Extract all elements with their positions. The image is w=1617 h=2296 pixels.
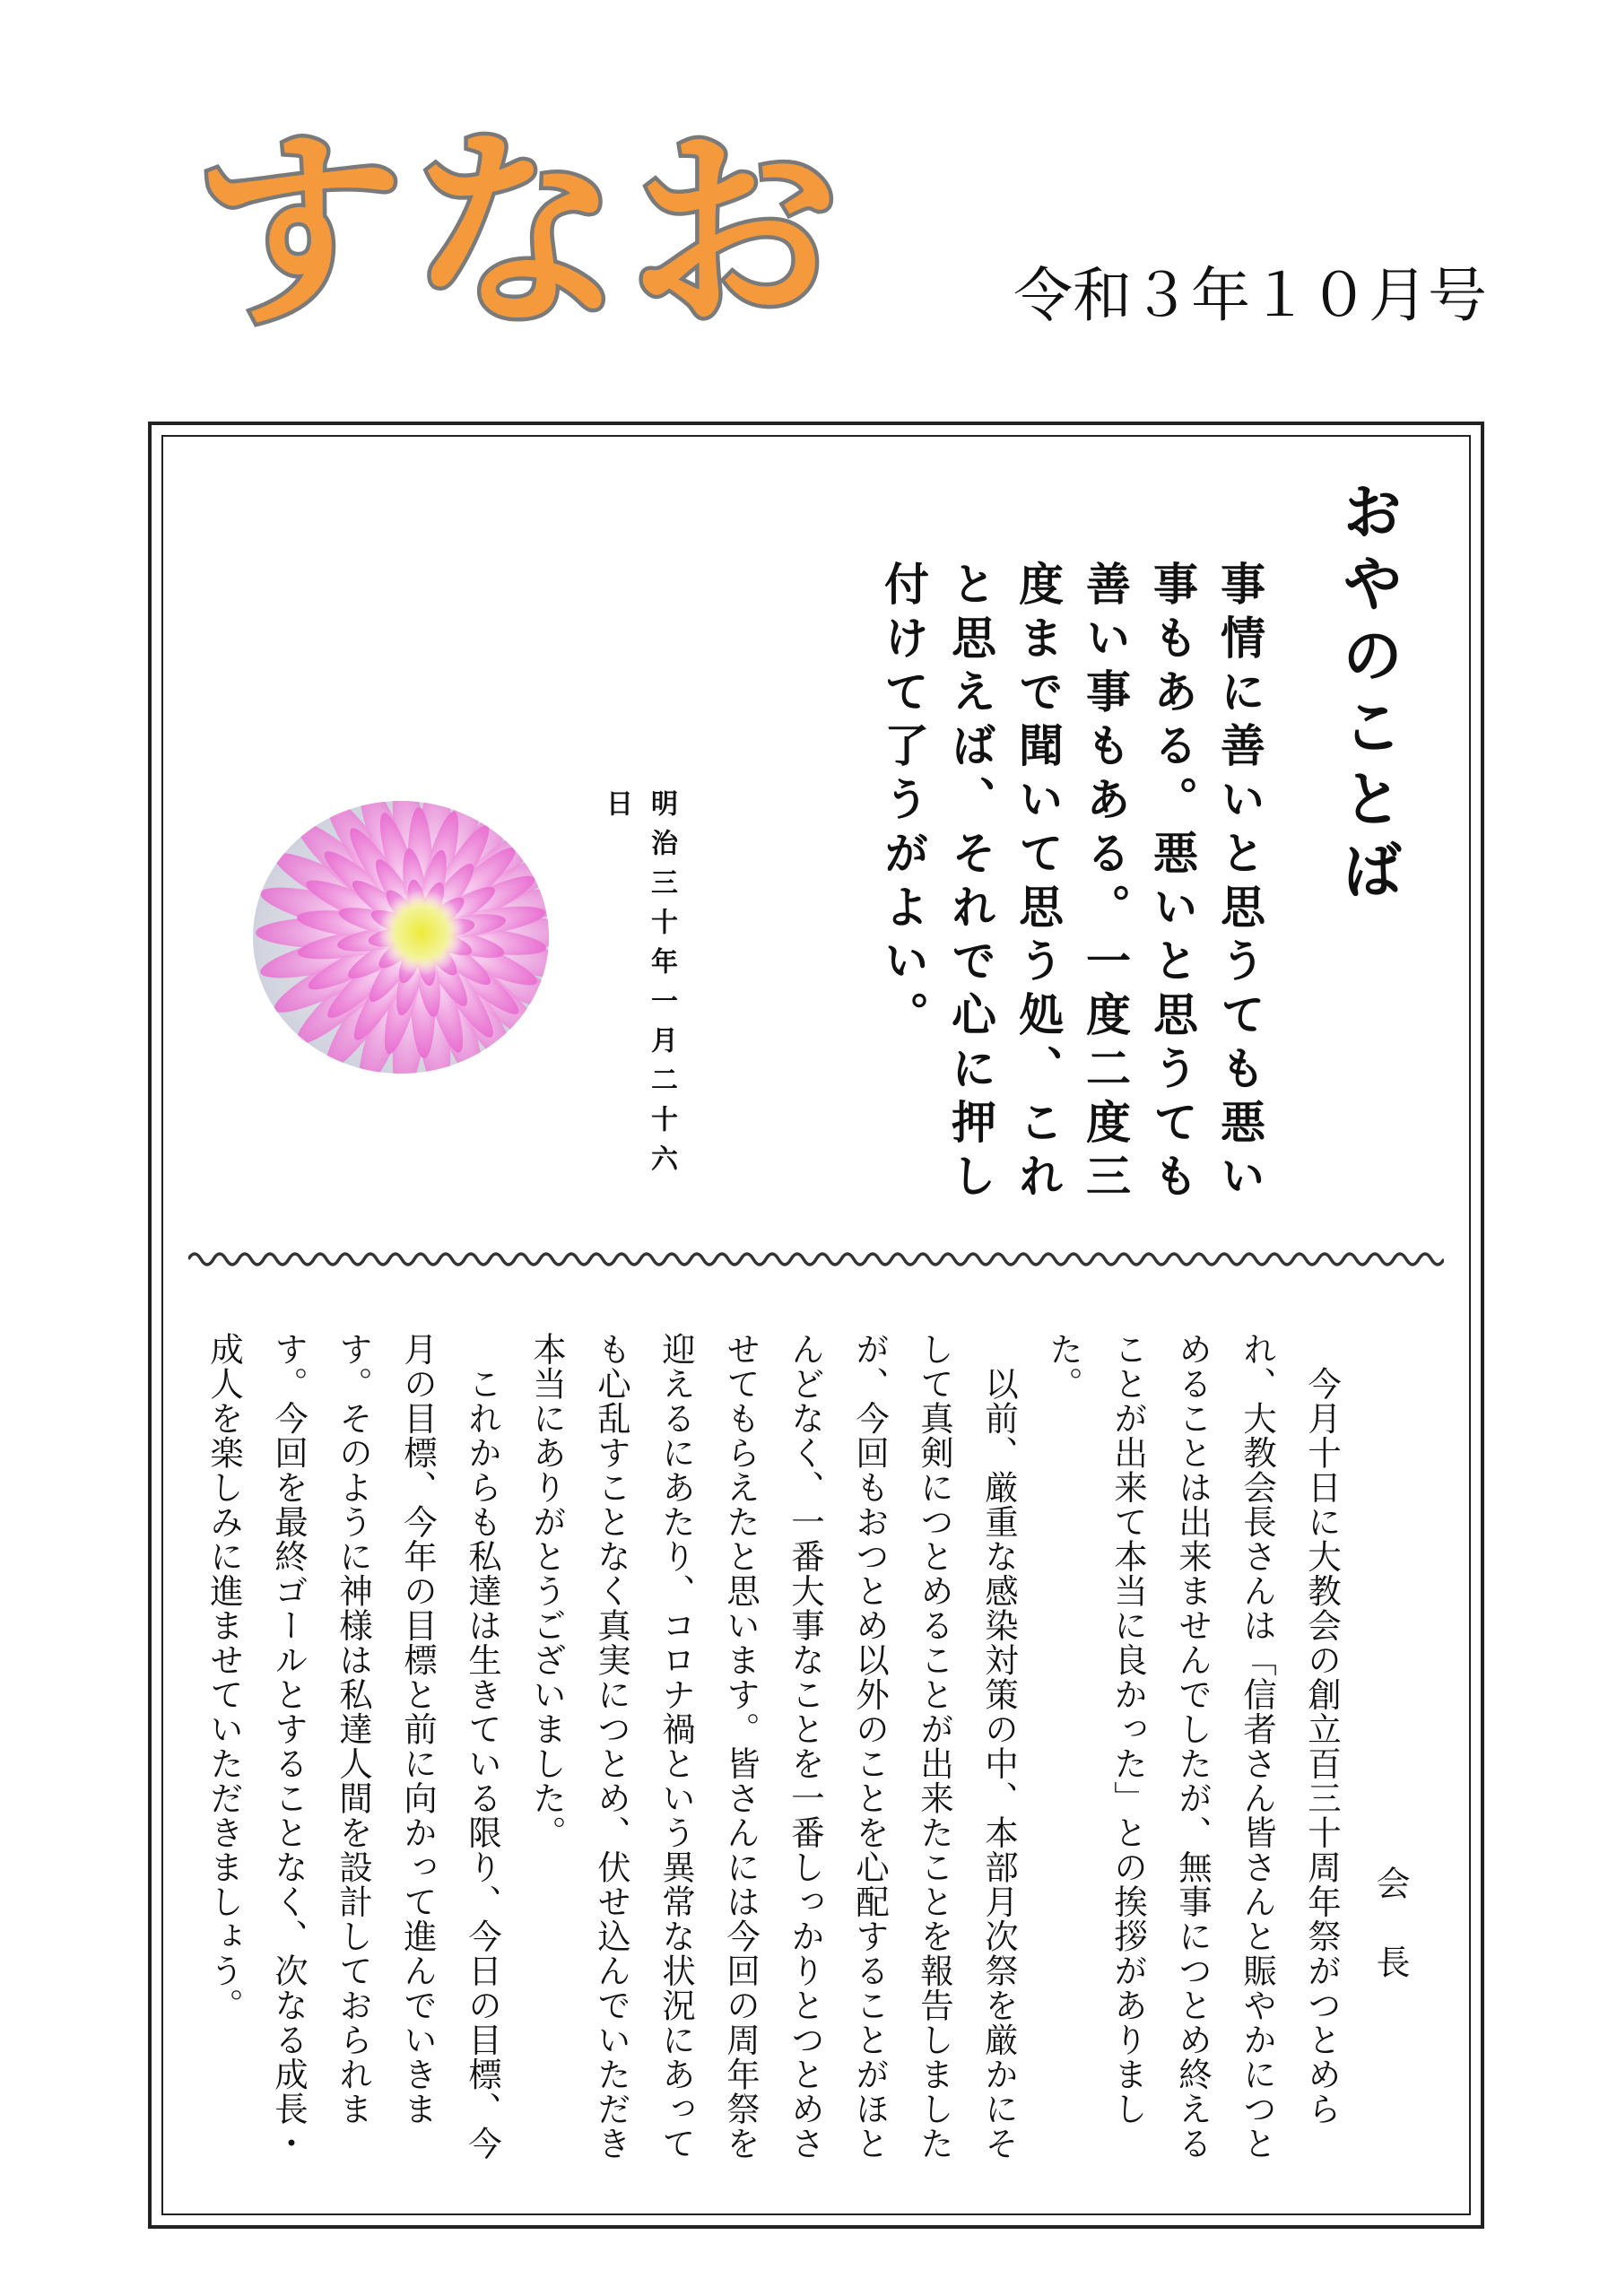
wavy-divider xyxy=(188,1247,1444,1272)
essay-paragraph-2: 以前、厳重な感染対策の中、本部月次祭を厳かにそして真剣につとめることが出来たことを報告しましたが、今回もおつとめ以外のことを心配することがほとんどなく、一番大事なことを一番しっかりとつとめさせてもらえたと思います。皆さんには今回の周年祭を迎えるにあたり、コロナ禍という異常な状況にあっても心乱すことなく真実につとめ、伏せ込んでいただき本当にありがとうございました。 xyxy=(527,1332,1019,2161)
oyakotoba-text: 事情に善いと思うても悪い事もある。悪いと思うても善い事もある。一度二度三度まで聞いて思う処、これと思えば、それで心に押し付けて了うがよい。 xyxy=(877,561,1266,1206)
oyakotoba-date: 明治三十年一月二十六日 xyxy=(601,789,677,1184)
flower-photo xyxy=(251,798,552,1076)
oyakotoba-heading: おやのことば xyxy=(1332,480,1404,910)
essay-body xyxy=(206,1332,1354,2175)
essay-paragraph-1: 今月十日に大教会の創立百三十周年祭がつとめられ、大教会長さんは「信者さん皆さんと賑やかにつとめることは出来ませんでしたが、無事につとめ終えることが出来て本当に良かった」との挨拶がありました。 xyxy=(1044,1332,1342,2161)
essay-author: 会長 xyxy=(1370,1866,1410,2023)
newsletter-title: すなお xyxy=(193,110,847,355)
issue-date: 令和３年１０月号 xyxy=(1013,261,1487,330)
essay-paragraph-3: これからも私達は生きている限り、今日の目標、今月の目標、今年の目標と前に向かって進んでいきます。そのように神様は私達人間を設計しておられます。今回を最終ゴールとすることなく、次なる成長・成人を楽しみに進ませていただきましょう。 xyxy=(204,1332,502,2161)
